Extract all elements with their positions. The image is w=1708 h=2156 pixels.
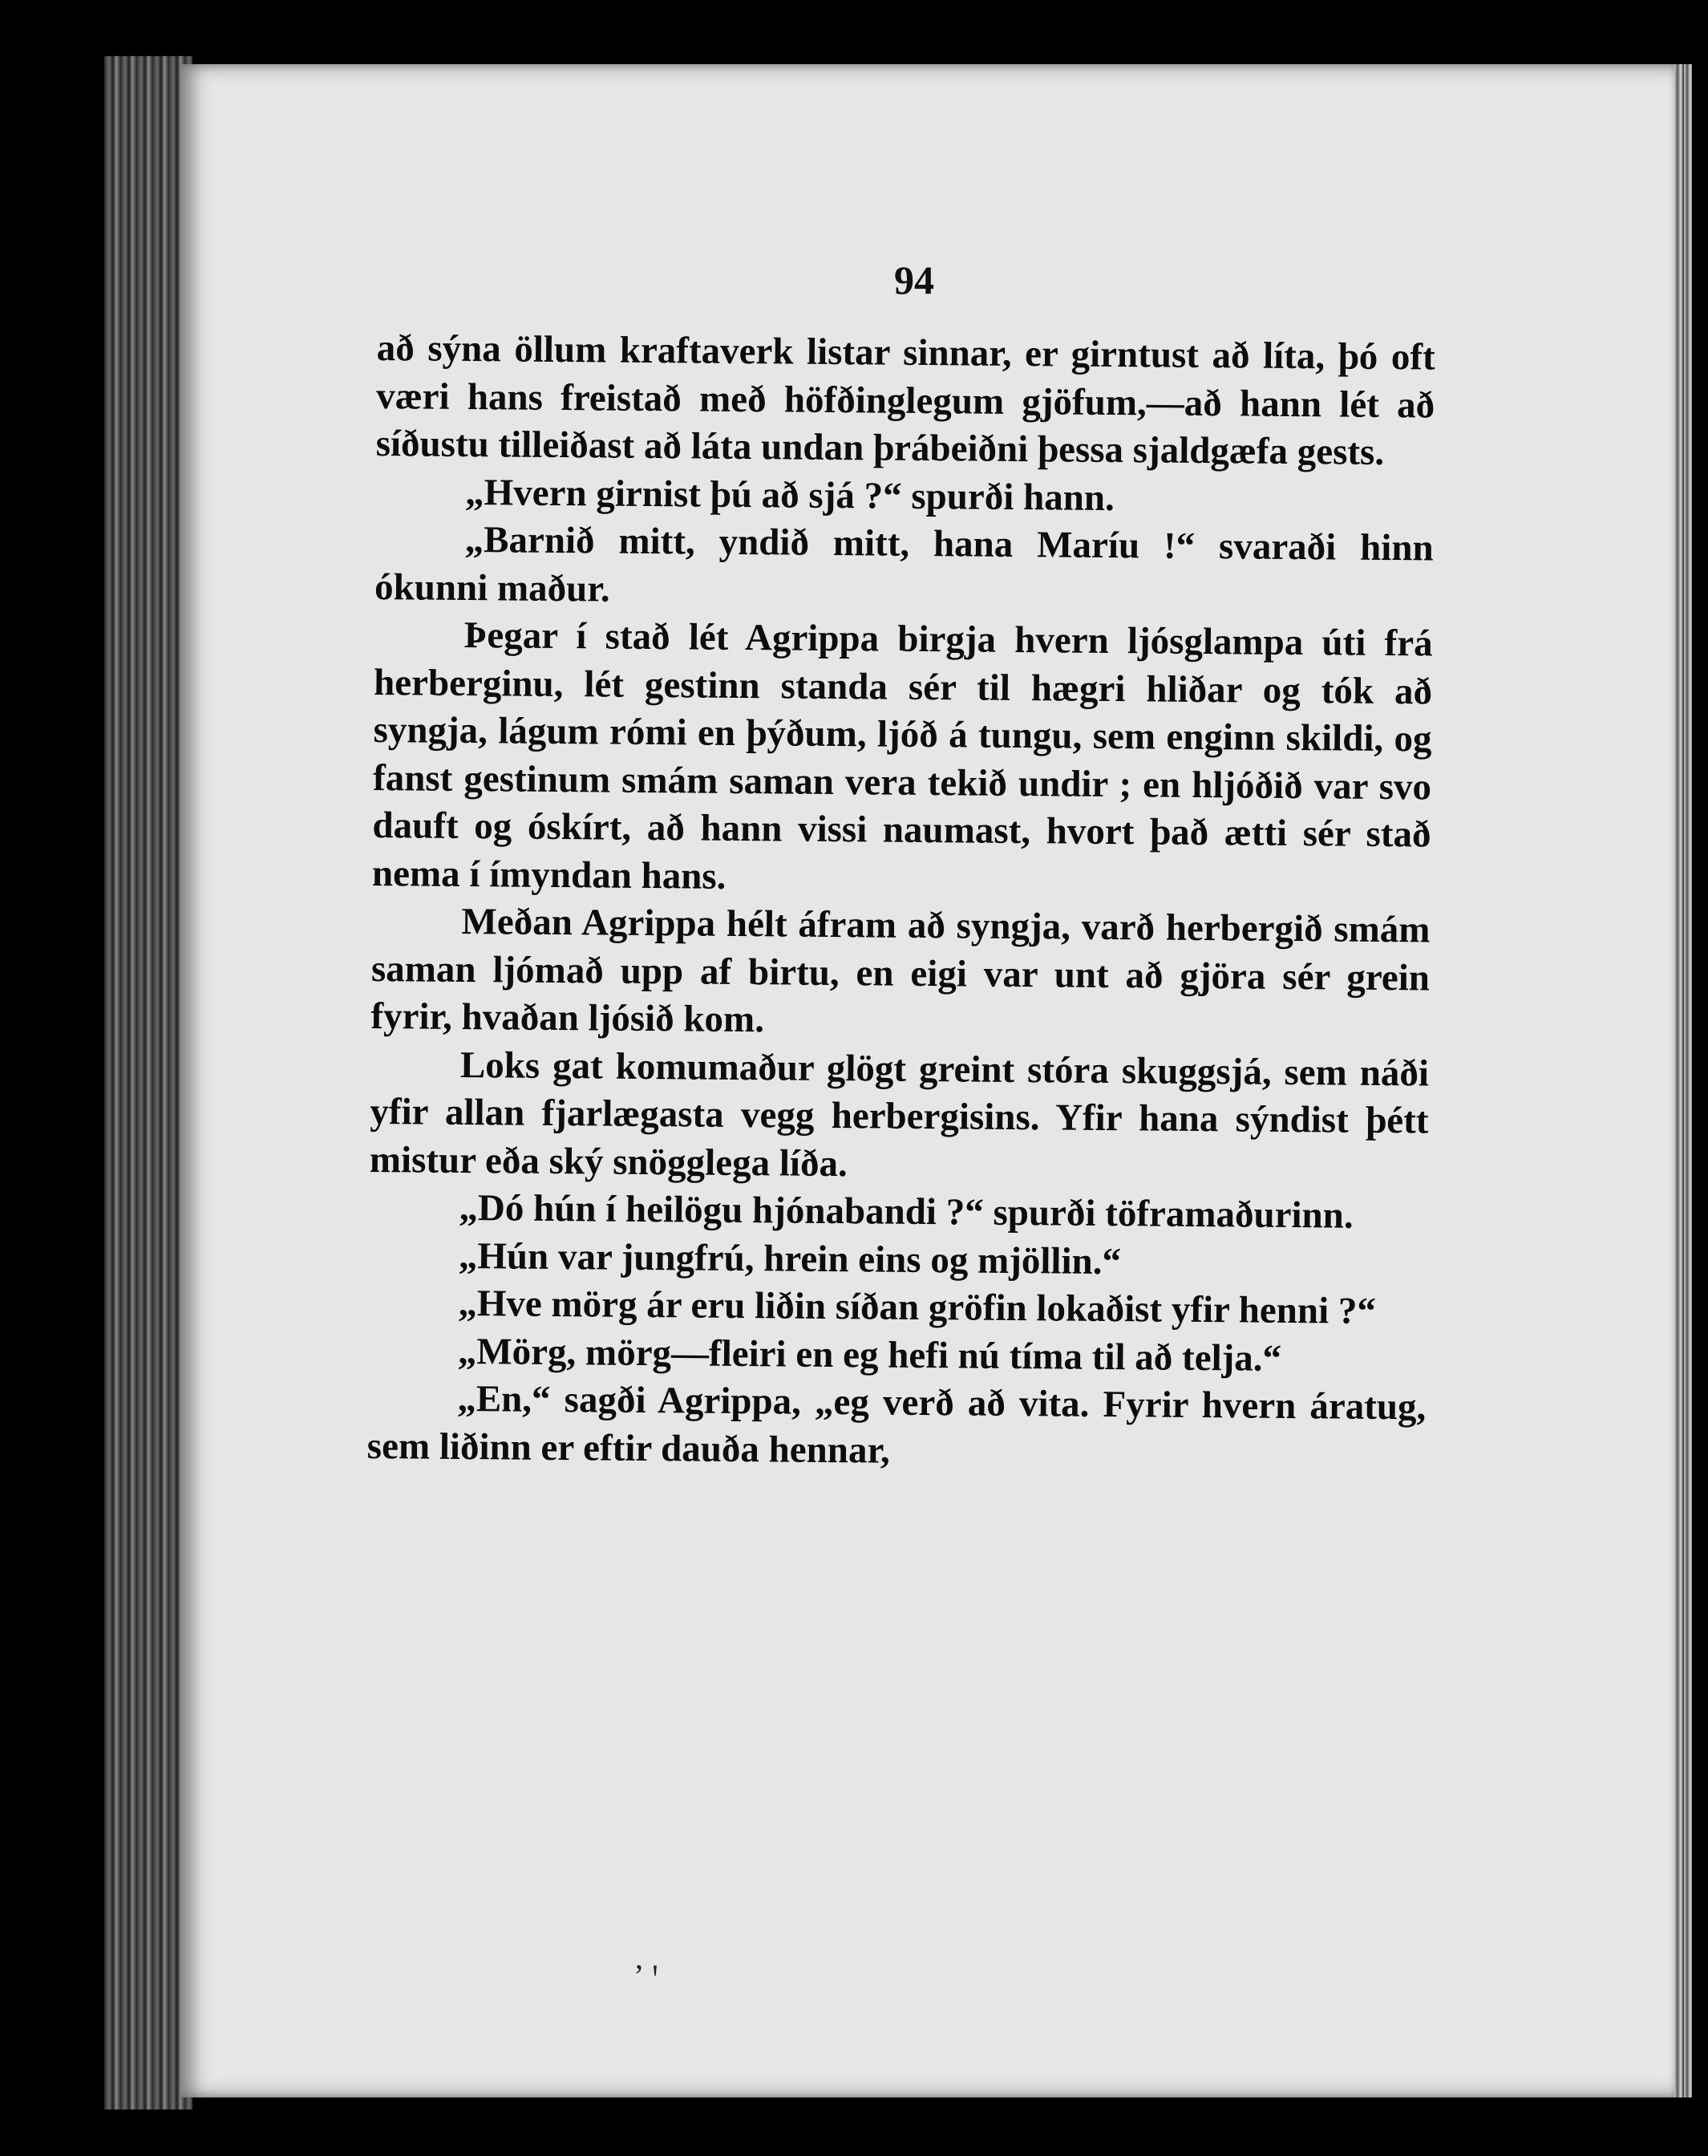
paragraph: „Dó hún í heilögu hjónabandi ?“ spurði töframaðurinn. — [459, 1186, 1354, 1237]
book-spine — [104, 56, 192, 2109]
body-text — [367, 325, 1435, 1479]
paragraph: „Hvern girnist þú að sjá ?“ spurði hann. — [464, 471, 1115, 519]
paragraph: „En,“ sagði Agrippa, „eg verð að vita. Fyrir hvern áratug, sem liðinn er eftir dauða hennar, — [366, 1377, 1427, 1472]
paragraph: „Barnið mitt, yndið mitt, hana Maríu !“ svaraði hinn ókunni maður. — [374, 518, 1434, 610]
paragraph: Meðan Agrippa hélt áfram að syngja, varð herbergið smám saman ljómað upp af birtu, en eigi var unt að gjöra sér grein fyrir, hvaðan ljósið kom. — [370, 900, 1431, 1041]
scan-specks: ʼ ꞌ — [633, 1958, 658, 1994]
paragraph: að sýna öllum kraftaverk listar sinnar, er girntust að líta, þó oft væri hans freistað með höfðinglegum gjöfum,—að hann lét að síðustu tilleiðast að láta undan þrábeiðni þessa sjaldgæfa gests. — [375, 326, 1435, 473]
paragraph: Loks gat komumaður glögt greint stóra skuggsjá, sem náði yfir allan fjarlægasta vegg herbergisins. Yfir hana sýndist þétt mistur eða ský snögglega líða. — [369, 1044, 1430, 1185]
page-edge — [1674, 64, 1692, 2097]
paragraph: „Mörg, mörg—fleiri en eg hefi nú tíma til að telja.“ — [457, 1330, 1282, 1380]
page-number: 94 — [894, 257, 934, 302]
paragraph: Þegar í stað lét Agrippa birgja hvern ljósglampa úti frá herberginu, lét gestinn standa sér til hægri hliðar og tók að syngja, lágum rómi en þýðum, ljóð á tungu, sem enginn skildi, og fanst gestinum smám saman vera tekið undir ; en hljóðið var svo dauft og óskírt, að hann vissi naumast, hvort það ætti sér stað nema í ímyndan hans. — [371, 614, 1433, 898]
paragraph: „Hún var jungfrú, hrein eins og mjöllin.“ — [458, 1234, 1122, 1283]
paragraph: „Hve mörg ár eru liðin síðan gröfin lokaðist yfir henni ?“ — [458, 1282, 1377, 1332]
